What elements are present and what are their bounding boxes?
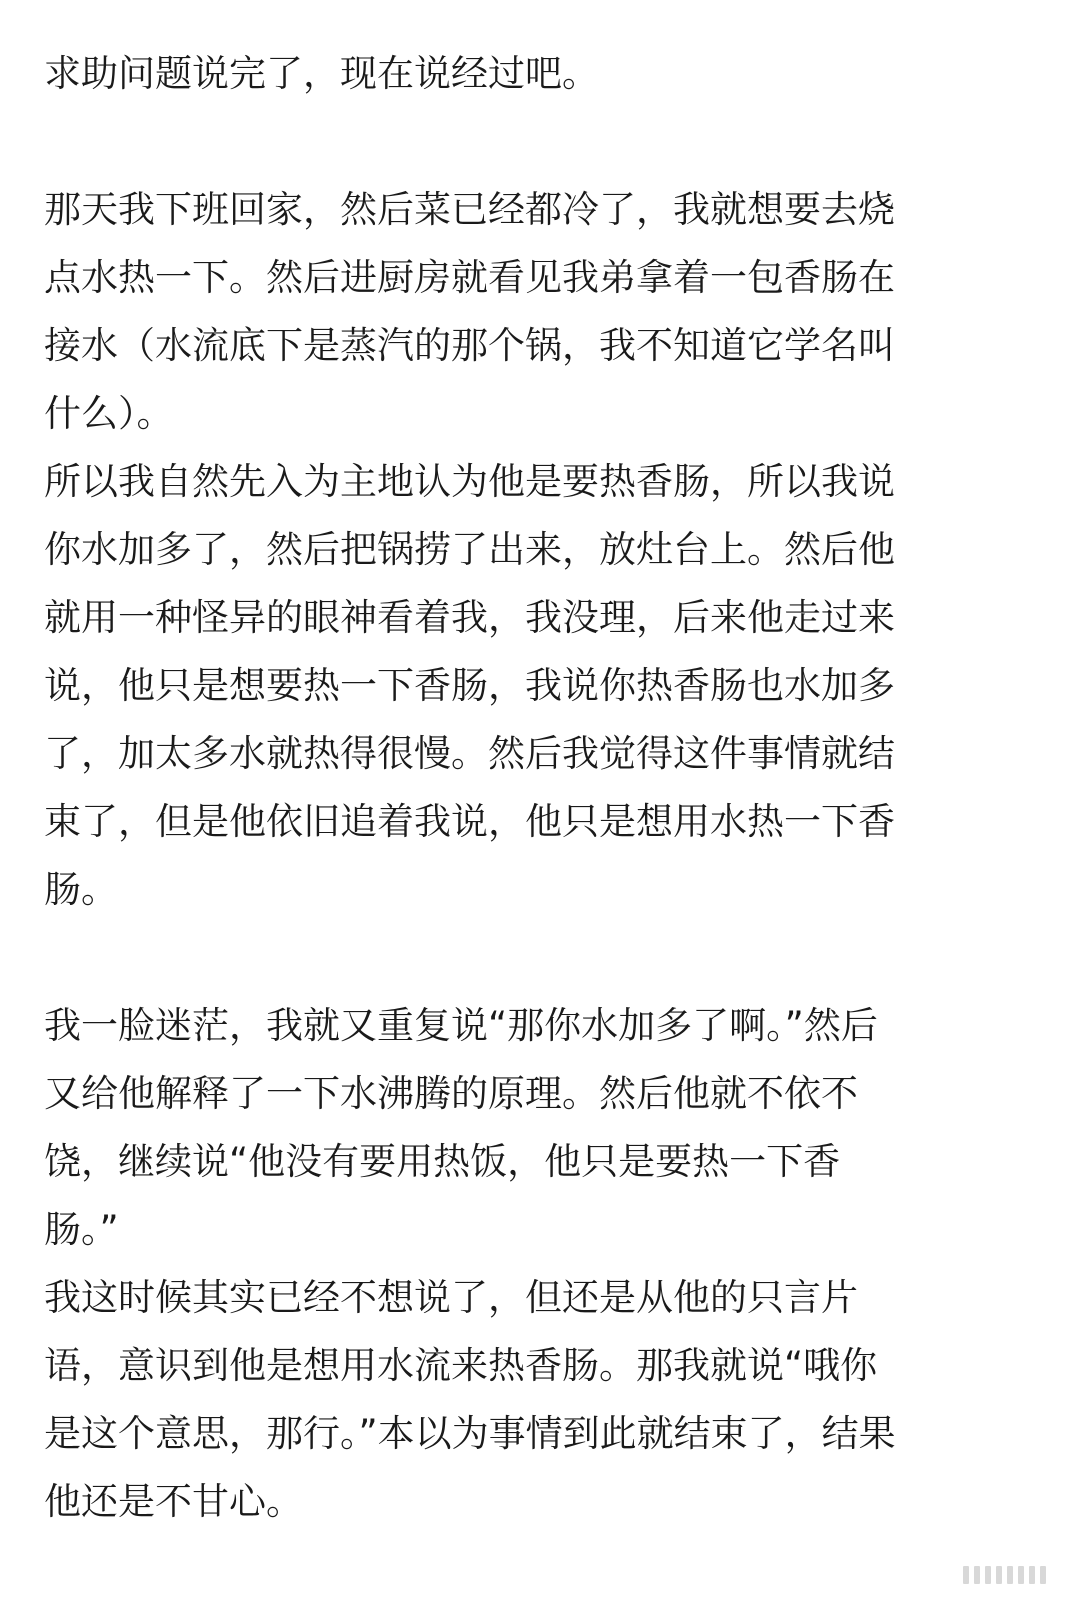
text-line: 我这时候其实已经不想说了，但还是从他的只言片 [44,1276,858,1319]
story-text [44,40,1044,1536]
watermark-bar [985,1566,991,1584]
watermark-bar [1029,1566,1035,1584]
text-line: 肠。” [44,1208,119,1251]
text-line: 束了，但是他依旧追着我说，他只是想用水热一下香 [44,800,895,843]
text-line: 你水加多了，然后把锅捞了出来，放灶台上。然后他 [44,528,895,571]
watermark-bar [963,1566,969,1584]
text-line: 所以我自然先入为主地认为他是要热香肠，所以我说 [44,460,895,503]
text-line: 他还是不甘心。 [44,1480,303,1523]
text-line: 点水热一下。然后进厨房就看见我弟拿着一包香肠在 [44,256,895,299]
text-line: 肠。 [44,868,118,911]
text-line: 就用一种怪异的眼神看着我，我没理，后来他走过来 [44,596,895,639]
text-line: 语，意识到他是想用水流来热香肠。那我就说“哦你 [44,1344,878,1387]
blank-line [44,924,1044,992]
watermark-bar [974,1566,980,1584]
text-line: 是这个意思，那行。”本以为事情到此就结束了，结果 [44,1412,896,1455]
text-line: 那天我下班回家，然后菜已经都冷了，我就想要去烧 [44,188,895,231]
text-line: 又给他解释了一下水沸腾的原理。然后他就不依不 [44,1072,858,1115]
text-line: 我一脸迷茫，我就又重复说“那你水加多了啊。”然后 [44,1004,878,1047]
text-line: 说，他只是想要热一下香肠，我说你热香肠也水加多 [44,664,895,707]
watermark-bar [1007,1566,1013,1584]
text-line: 求助问题说完了，现在说经过吧。 [44,52,599,95]
text-line: 了，加太多水就热得很慢。然后我觉得这件事情就结 [44,732,895,775]
watermark-bar [1040,1566,1046,1584]
watermark-bar [996,1566,1002,1584]
blank-line [44,108,1044,176]
watermark-logo [963,1566,1046,1584]
text-line: 什么）。 [44,392,174,435]
watermark-bar [1018,1566,1024,1584]
text-line: 接水（水流底下是蒸汽的那个锅，我不知道它学名叫 [44,324,895,367]
text-line: 饶，继续说“他没有要用热饭，他只是要热一下香 [44,1140,841,1183]
